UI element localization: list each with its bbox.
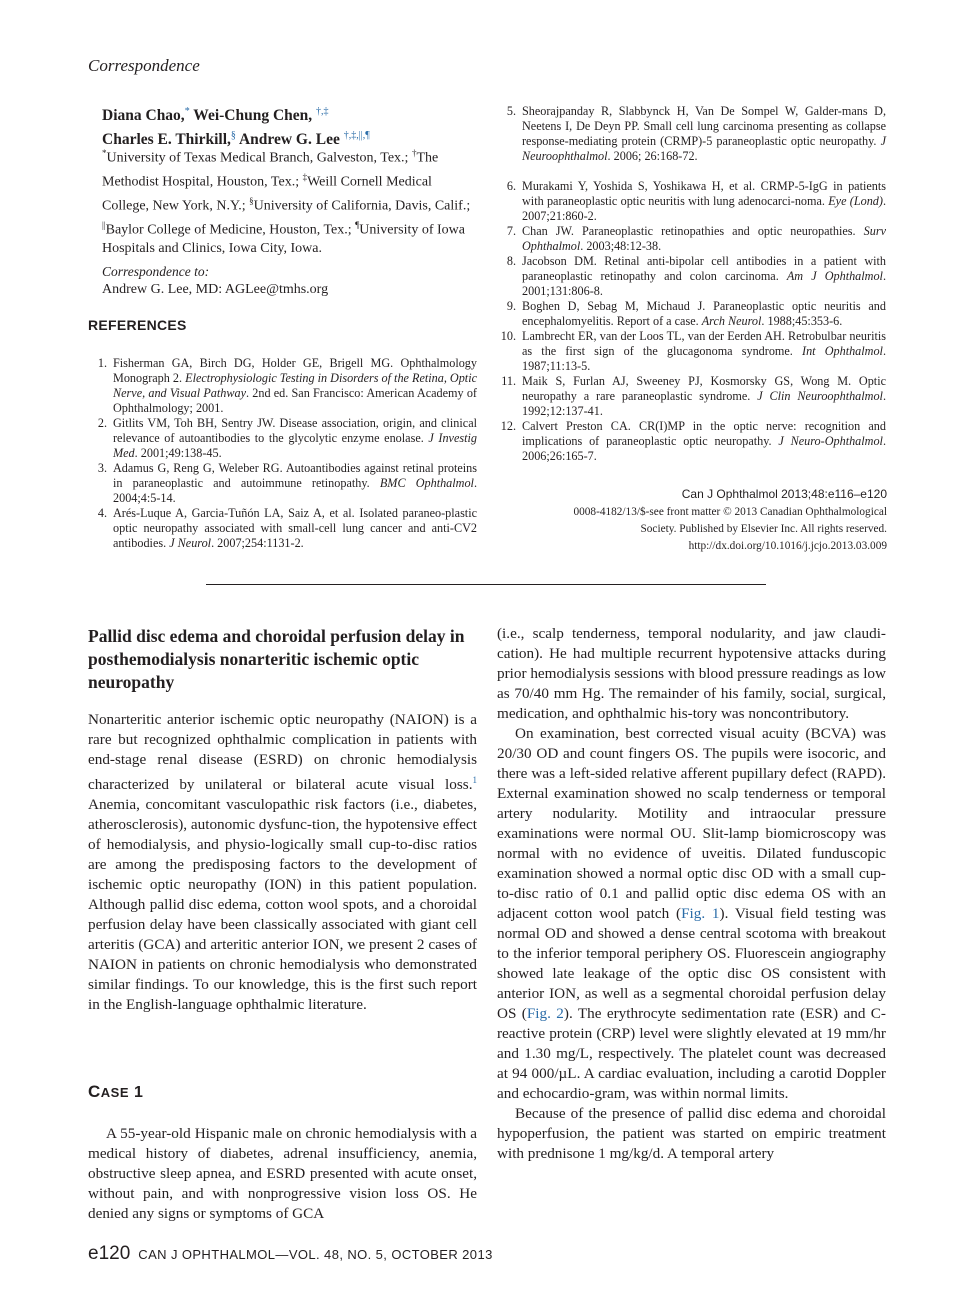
page-footer	[88, 1243, 493, 1265]
affil-text: University of Texas Medical Branch, Galveston, Tex.;	[106, 150, 409, 166]
affil-mark: *	[102, 148, 107, 158]
copyright-line: Society. Published by Elsevier Inc. All rights reserved.	[640, 523, 887, 535]
citation-ref[interactable]: 1	[472, 775, 477, 785]
affil-mark: ¶	[355, 219, 360, 230]
author-name: Diana Chao,	[102, 107, 185, 125]
journal-issue: 2013;48:e116–e120	[777, 487, 887, 501]
right-column-text	[497, 624, 886, 1164]
affil-text: The Methodist Hospital, Houston, Tex.;	[102, 150, 439, 190]
affil-mark: ||	[102, 219, 106, 230]
case-paragraph: A 55-year-old Hispanic male on chronic hemodialysis with a medical history of diabetes, adrenal insufficiency, anemia, obstructive sleep apnea, and ESRD presented with acute onset, without pain, and with nonprogressive vision loss OS. He denied any signs or symptoms of GCA	[88, 1125, 477, 1222]
journal-name: Can J Ophthalmol	[681, 487, 778, 501]
affil-text: University of California, Davis, Calif.;	[253, 198, 471, 214]
affil-mark: ‡	[302, 171, 308, 182]
exam-paragraph: On examination, best corrected visual acuity (BCVA) was 20/30 OD and count fingers OS. The pupils were isocoric, and there was a left-sided relative afferent pupillary defect (RAPD). External examination showed no scalp tenderness or temporal artery nodularity. Motility and intraocular pressure examinations were normal OU. Slit-lamp biomicroscopy was normal with no evidence of uveitis. Dilated funduscopic examination showed a normal optic disc OD with a small cup-to-disc ratio of 0.1 and pallid optic disc edema OS with an adjacent cotton wool patch (Fig. 1). Visual field testing was normal OD and showed a dense central scotoma with breakout to the inferior temporal periphery OS. Fluorescein angiography showed late leakage of the optic disc OS consistent with anterior ION, as well as a segmental choroidal perfusion delay OS (Fig. 2). The erythrocyte sedimentation rate (ESR) and C-reactive protein (CRP) level were slightly elevated at 19 mm/hr and 1.30 mg/L, respectively. The platelet count was decreased at 94 000/µL. A cardiac evaluation, including a carotid Doppler and echocardio-gram, was within normal limits.	[497, 725, 886, 1102]
affiliations	[102, 144, 482, 258]
reference-item: 6. Murakami Y, Yoshida S, Yoshikawa H, et al. CRMP-5-IgG in patients with paraneoplastic optic neuritis with lung adenocarci-noma. Eye (Lond). 2007;21:860-2.	[506, 179, 887, 223]
references-heading: REFERENCES	[88, 317, 187, 333]
intro-paragraph: Nonarteritic anterior ischemic optic neuropathy (NAION) is a rare but recognized ophthalmic complication in patients with end-stage renal disease (ESRD) on chronic hemodialysis characterized by unilateral or bilateral acute visual loss.$^1$ Anemia, concomitant vasculopathic risk factors (i.e., diabetes, atherosclerosis), autonomic dysfunc-tion, the hypotensive effect of hemodialysis, and physio-logically small cup-to-disc ratios are among the predisposing factors to the development of ischemic optic neuropathy (ION) in this patient population. Although pallid disc edema, cotton wool spots, and a choroidal perfusion delay have been classically associated with giant cell arteritis (GCA) and arteritic anterior ION, we present 2 cases of NAION in patients on chronic hemodialysis who demonstrated similar findings. To our knowledge, this is the first such report in the English-language ophthalmic literature.	[88, 711, 477, 1014]
page-number: e120	[88, 1243, 131, 1264]
affil-mark: †	[411, 148, 417, 158]
copyright-line: 0008-4182/13/$-see front matter © 2013 Canadian Ophthalmological	[573, 506, 887, 518]
treatment-paragraph: Because of the presence of pallid disc edema and choroidal hypoperfusion, the patient was started on empiric treatment with prednisone 1 mg/kg/d. A temporal artery	[497, 1105, 886, 1162]
affil-text: University of Iowa Hospitals and Clinics, Iowa City, Iowa.	[102, 222, 466, 256]
reference-item: 1. Fisherman GA, Birch DG, Holder GE, Brigell MG. Ophthalmology Monograph 2. Electrophysiologic Testing in Disorders of the Retina, Optic Nerve, and Visual Pathway. 2nd ed. San Francisco: American Academy of Ophthalmology; 2001.	[97, 356, 477, 415]
correspondence-contact: Andrew G. Lee, MD: AGLee@tmhs.org	[102, 282, 329, 297]
article-title: Pallid disc edema and choroidal perfusion delay in posthemodialysis nonarteritic ischemic optic neuropathy	[88, 626, 465, 692]
reference-item: 12. Calvert Preston CA. CR(I)MP in the optic nerve: recognition and implications of paraneoplastic optic neuropathy. J Neuro-Ophthalmol. 2006;26:165-7.	[500, 419, 886, 463]
affil-text: Weill Cornell Medical College, New York, N.Y.;	[102, 174, 432, 214]
correspondence-label: Correspondence to:	[102, 264, 210, 279]
reference-item: 7. Chan JW. Paraneoplastic retinopathies and optic neuropathies. Surv Ophthalmol. 2003;48:12-38.	[506, 224, 886, 253]
figure-link[interactable]: Fig. 1	[681, 905, 720, 922]
author-affil-mark: †,‡,||,¶	[343, 130, 370, 142]
reference-item: 5. Sheorajpanday R, Slabbynck H, Van De Sompel W, Galder-mans D, Neetens I, De Deyn PP. Small cell lung carcinoma presenting as collapse response-mediating protein (CRMP)-5 paraneoplastic optic neuropathy. J Neuroophthalmol. 2006; 26:168-72.	[506, 104, 886, 163]
citation-block	[573, 486, 887, 555]
author-name: Andrew G. Lee	[238, 131, 340, 149]
author-affil-mark: †,‡	[316, 106, 329, 117]
reference-item: 9. Boghen D, Sebag M, Michaud J. Paraneoplastic optic neuritis and encephalomyelitis. Report of a case. Arch Neurol. 1988;45:353-6.	[506, 299, 886, 328]
section-divider	[206, 584, 766, 585]
author-name: Charles E. Thirkill,	[102, 131, 231, 149]
figure-link[interactable]: Fig. 2	[526, 1005, 564, 1022]
reference-item: 10. Lambrecht ER, van der Loos TL, van der Eerden AH. Retrobulbar neuritis as the first sign of the glucagonoma syndrome. Int Ophthalmol. 1987;11:13-5.	[500, 329, 886, 373]
section-label: Correspondence	[88, 56, 200, 75]
reference-item: 3. Adamus G, Reng G, Weleber RG. Autoantibodies against retinal proteins in paraneoplastic and autoimmune retinopathy. BMC Ophthalmol. 2004;4:5-14.	[97, 461, 477, 505]
reference-item: 2. Gitlits VM, Toh BH, Sentry JW. Disease association, origin, and clinical relevance of autoantibodies to the glycolytic enzyme enolase. J Investig Med. 2001;49:138-45.	[97, 416, 477, 460]
author-affil-mark: *	[184, 106, 190, 117]
doi-link[interactable]: http://dx.doi.org/10.1016/j.jcjo.2013.03.009	[688, 540, 887, 552]
author-name: Wei-Chung Chen,	[193, 107, 313, 125]
affil-mark: §	[249, 195, 254, 206]
affil-text: Baylor College of Medicine, Houston, Tex.;	[105, 222, 356, 238]
case-heading: CASE 1	[88, 1082, 144, 1101]
journal-running-head: CAN J OPHTHALMOL—VOL. 48, NO. 5, OCTOBER 2013	[138, 1247, 493, 1262]
history-paragraph: (i.e., scalp tenderness, temporal nodularity, and jaw claudi-cation). He had multiple recurrent hypotensive attacks during prior hemodialysis sessions with blood pressure readings as low as 70/40 mm Hg. The remainder of his family, social, surgical, medication, and ophthalmic his-tory was noncontributory.	[497, 625, 886, 722]
reference-item: 4. Arés-Luque A, Garcia-Tuñón LA, Saiz A, et al. Isolated paraneo-plastic optic neuropathy associated with small-cell lung cancer and anti-CV2 antibodies. J Neurol. 2007;254:1131-2.	[97, 506, 477, 550]
reference-item: 11. Maik S, Furlan AJ, Sweeney PJ, Kosmorsky GS, Wong M. Optic neuropathy a rare paraneoplastic syndrome. J Clin Neuroophthalmol. 1992;12:137-41.	[501, 374, 886, 418]
reference-item: 8. Jacobson DM. Retinal anti-bipolar cell antibodies in a patient with paraneoplastic retinopathy and colon carcinoma. Am J Ophthalmol. 2001;131:806-8.	[506, 254, 886, 298]
author-affil-mark: §	[230, 130, 236, 142]
